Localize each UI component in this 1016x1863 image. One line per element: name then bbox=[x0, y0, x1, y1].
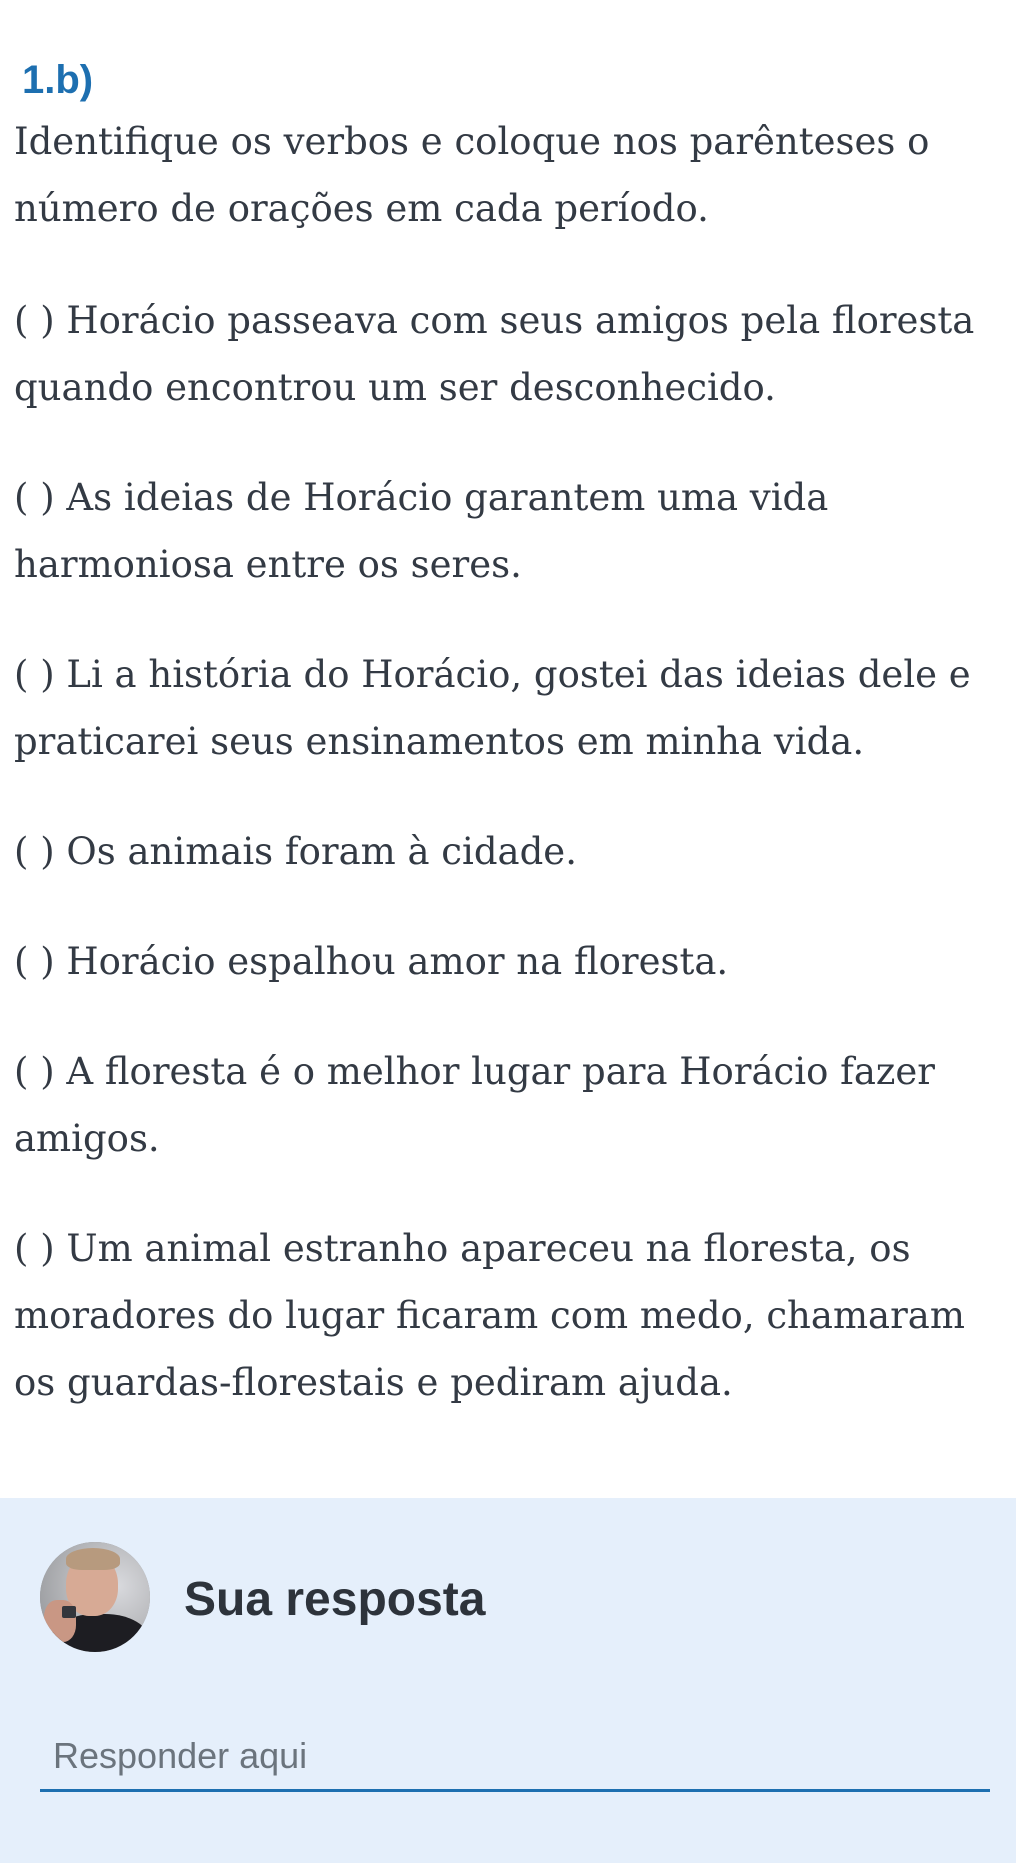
item-line: ( ) Horácio espalhou amor na floresta. bbox=[14, 940, 729, 983]
list-item bbox=[14, 464, 1014, 598]
question-number: 1.b) bbox=[22, 58, 94, 102]
item-line: ( ) As ideias de Horácio garantem uma vida bbox=[14, 476, 829, 519]
list-item bbox=[14, 928, 1014, 995]
item-line: amigos. bbox=[14, 1117, 160, 1160]
item-line: praticarei seus ensinamentos em minha vida. bbox=[14, 720, 865, 763]
instruction-line: Identifique os verbos e coloque nos parênteses o bbox=[14, 120, 930, 163]
question-text bbox=[14, 108, 1014, 1416]
list-item bbox=[14, 641, 1014, 775]
item-line: quando encontrou um ser desconhecido. bbox=[14, 366, 776, 409]
list-item bbox=[14, 287, 1014, 421]
list-item bbox=[14, 818, 1014, 885]
item-line: ( ) Li a história do Horácio, gostei das ideias dele e bbox=[14, 653, 971, 696]
list-item bbox=[14, 1215, 1014, 1416]
list-item bbox=[14, 1038, 1014, 1172]
item-line: ( ) Um animal estranho apareceu na floresta, os bbox=[14, 1227, 911, 1270]
item-line: os guardas-florestais e pediram ajuda. bbox=[14, 1361, 733, 1404]
item-line: moradores do lugar ficaram com medo, chamaram bbox=[14, 1294, 965, 1337]
answer-panel bbox=[0, 1498, 1016, 1863]
avatar bbox=[40, 1542, 150, 1652]
answer-input[interactable] bbox=[40, 1722, 990, 1792]
item-line: harmoniosa entre os seres. bbox=[14, 543, 522, 586]
item-line: ( ) Os animais foram à cidade. bbox=[14, 830, 577, 873]
instruction-line: número de orações em cada período. bbox=[14, 187, 709, 230]
item-line: ( ) A floresta é o melhor lugar para Horácio fazer bbox=[14, 1050, 935, 1093]
item-line: ( ) Horácio passeava com seus amigos pela floresta bbox=[14, 299, 975, 342]
answer-title: Sua resposta bbox=[184, 1573, 486, 1626]
